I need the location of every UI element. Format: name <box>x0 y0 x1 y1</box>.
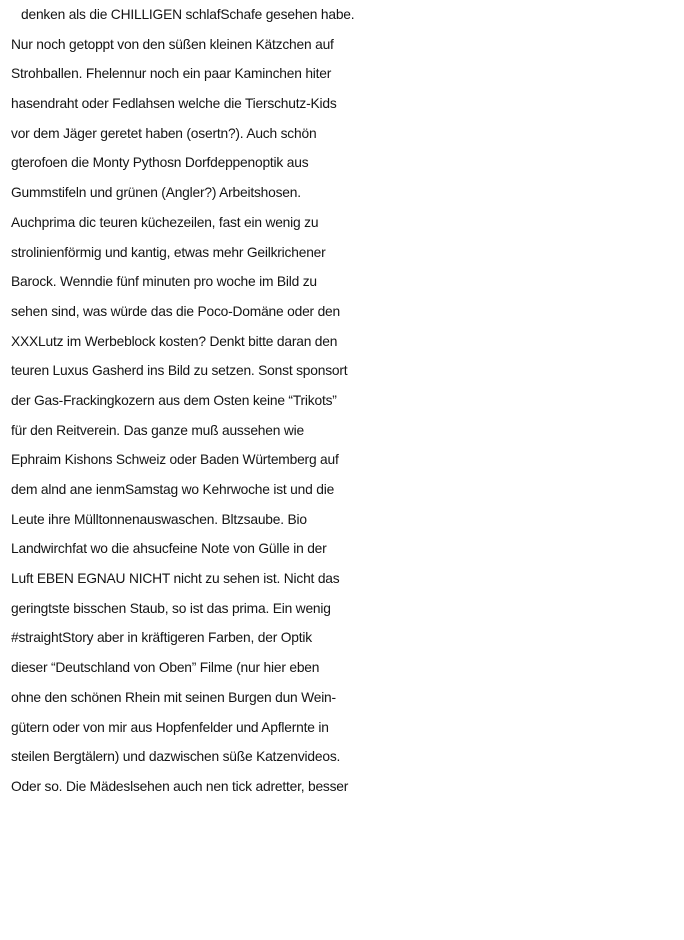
text-line: sehen sind, was würde das die Poco-Domäne oder den <box>11 303 340 319</box>
text-line: gütern oder von mir aus Hopfenfelder und Apflernte in <box>11 719 329 735</box>
text-line: Strohballen. Fhelennur noch ein paar Kaminchen hiter <box>11 66 332 82</box>
text-line: steilen Bergtälern) und dazwischen süße Katzenvideos. <box>11 749 341 765</box>
text-line: #straightStory aber in kräftigeren Farben, der Optik <box>11 630 312 646</box>
text-line: Nur noch getoppt von den süßen kleinen Kätzchen auf <box>11 36 334 52</box>
text-line: ohne den schönen Rhein mit seinen Burgen dun Wein- <box>11 689 336 705</box>
text-line: geringtste bisschen Staub, so ist das prima. Ein wenig <box>11 600 331 616</box>
text-line: vor dem Jäger geretet haben (osertn?). Auch schön <box>11 125 317 141</box>
text-line: Leute ihre Mülltonnenauswaschen. Bltzsaube. Bio <box>11 511 307 527</box>
text-line: denken als die CHILLIGEN schlafSchafe gesehen habe. <box>21 7 355 22</box>
text-line: Ephraim Kishons Schweiz oder Baden Würtemberg auf <box>11 452 339 468</box>
text-line: für den Reitverein. Das ganze muß aussehen wie <box>11 422 304 438</box>
text-line: dem alnd ane ienmSamstag wo Kehrwoche ist und die <box>11 482 335 497</box>
text-line: strolinienförmig und kantig, etwas mehr Geilkrichener <box>11 244 326 260</box>
text-line: gterofoen die Monty Pythosn Dorfdeppenoptik aus <box>11 155 309 171</box>
text-line: Auchprima dic teuren küchezeilen, fast ein wenig zu <box>11 214 319 230</box>
text-line: teuren Luxus Gasherd ins Bild zu setzen. Sonst sponsort <box>11 363 348 379</box>
document-page <box>11 0 681 802</box>
text-line: Oder so. Die Mädeslsehen auch nen tick adretter, besser <box>11 778 349 794</box>
text-line: der Gas-Frackingkozern aus dem Osten keine “Trikots” <box>11 392 337 408</box>
text-line: dieser “Deutschland von Oben” Filme (nur hier eben <box>11 660 320 676</box>
text-line: Barock. Wenndie fünf minuten pro woche im Bild zu <box>11 274 317 290</box>
text-line: Landwirchfat wo die ahsucfeine Note von Gülle in der <box>11 541 327 557</box>
text-line: XXXLutz im Werbeblock kosten? Denkt bitte daran den <box>11 333 338 349</box>
text-line: Luft EBEN EGNAU NICHT nicht zu sehen ist. Nicht das <box>11 571 340 587</box>
text-line: Gummstifeln und grünen (Angler?) Arbeitshosen. <box>11 185 301 201</box>
text-line: hasendraht oder Fedlahsen welche die Tierschutz-Kids <box>11 96 337 112</box>
